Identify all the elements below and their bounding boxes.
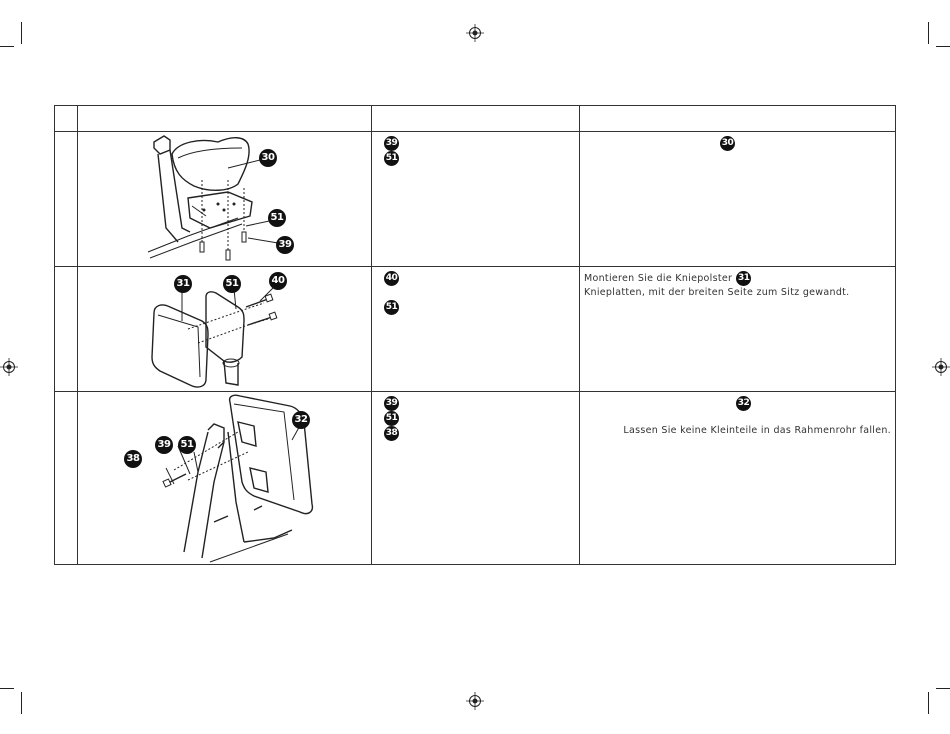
crop-mark-icon <box>21 22 22 44</box>
part-badge-51: 51 <box>384 300 399 315</box>
crop-mark-icon <box>928 22 929 44</box>
parts-cell <box>372 267 580 392</box>
part-badge-51: 51 <box>384 411 399 426</box>
part-badge-51: 51 <box>384 151 399 166</box>
instruction-ref-30: 30 <box>720 136 735 151</box>
instruction-cell <box>580 132 896 267</box>
callout-51: 51 <box>178 436 196 454</box>
header-figure <box>78 106 372 132</box>
instruction-cell <box>580 392 896 565</box>
callout-38: 38 <box>124 450 142 468</box>
instruction-cell <box>580 267 896 392</box>
callout-51: 51 <box>268 209 286 227</box>
registration-mark-icon <box>932 358 950 376</box>
step-number-cell <box>55 132 78 267</box>
instruction-line-1: Lassen Sie keine Kleinteile in das Rahmenrohr fallen. <box>623 425 891 436</box>
header-step <box>55 106 78 132</box>
parts-cell <box>372 392 580 565</box>
step-number-cell <box>55 392 78 565</box>
backrest-assembly-figure <box>78 392 372 564</box>
crop-mark-icon <box>936 688 950 689</box>
instruction-line-1: Montieren Sie die Kniepolster 31 <box>584 273 750 284</box>
part-badge-40: 40 <box>384 271 399 286</box>
instruction-ref-31: 31 <box>736 271 751 286</box>
registration-mark-icon <box>466 692 484 710</box>
figure-cell <box>78 132 372 267</box>
figure-cell <box>78 392 372 565</box>
instruction-ref-32: 32 <box>736 396 751 411</box>
table-row <box>55 267 896 392</box>
callout-32: 32 <box>292 411 310 429</box>
crop-mark-icon <box>0 46 14 47</box>
parts-list <box>384 136 399 166</box>
header-parts <box>372 106 580 132</box>
callout-40: 40 <box>269 272 287 290</box>
callout-51: 51 <box>223 275 241 293</box>
instruction-line-2: Knieplatten, mit der breiten Seite zum Sitz gewandt. <box>584 287 850 298</box>
step-number-cell <box>55 267 78 392</box>
callout-39: 39 <box>155 436 173 454</box>
table-header-row <box>55 106 896 132</box>
crop-mark-icon <box>21 692 22 714</box>
crop-mark-icon <box>936 46 950 47</box>
seat-assembly-figure <box>78 132 372 266</box>
registration-mark-icon <box>466 24 484 42</box>
table-row <box>55 132 896 267</box>
table-row <box>55 392 896 565</box>
callout-30: 30 <box>259 149 277 167</box>
callout-31: 31 <box>174 275 192 293</box>
parts-cell <box>372 132 580 267</box>
crop-mark-icon <box>928 692 929 714</box>
part-badge-39: 39 <box>384 396 399 411</box>
assembly-table <box>54 105 896 565</box>
callout-39: 39 <box>276 236 294 254</box>
registration-mark-icon <box>0 358 18 376</box>
part-badge-38: 38 <box>384 426 399 441</box>
parts-list <box>384 396 399 441</box>
figure-cell <box>78 267 372 392</box>
header-instructions <box>580 106 896 132</box>
crop-mark-icon <box>0 688 14 689</box>
part-badge-39: 39 <box>384 136 399 151</box>
